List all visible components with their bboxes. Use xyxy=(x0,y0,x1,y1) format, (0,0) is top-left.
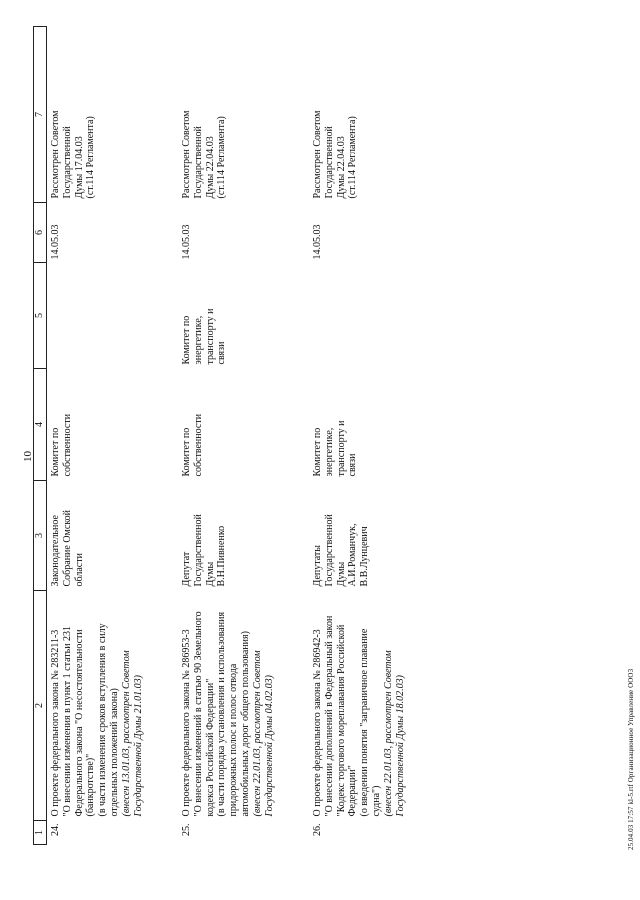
date-cell xyxy=(309,203,440,263)
co-committee-line: Комитет по xyxy=(181,315,192,365)
review-date: 14.05.03 xyxy=(312,224,323,260)
committee-line: Комитет по xyxy=(181,427,192,477)
co-committee-line: транспорту и xyxy=(204,308,216,365)
bill-title-line: придорожных полос и полос отвода xyxy=(228,663,240,817)
bill-title-line: автомобильных дорог общего пользования) xyxy=(239,631,251,817)
initiator-line: Думы xyxy=(335,561,347,587)
column-header-5: 5 xyxy=(34,263,47,369)
initiator-line: Законодательное xyxy=(50,515,61,587)
page-number: 10 xyxy=(22,451,34,462)
bill-note-line: (внесен 13.01.03, рассмотрен Советом xyxy=(120,650,132,817)
committee-line: энергетике, xyxy=(323,427,335,477)
committee-line: Комитет по xyxy=(312,427,323,477)
status-line: Государственной xyxy=(323,126,335,199)
bill-title-line: О проекте федерального закона № 286953-3 xyxy=(181,629,192,817)
bill-title-line: (в части порядка установления и использования xyxy=(216,611,228,817)
bill-title-cell xyxy=(47,591,179,821)
bill-note-line: Государственной Думы 21.01.03) xyxy=(132,675,144,817)
status-line: Государственной xyxy=(61,126,73,199)
initiator-cell xyxy=(47,481,179,591)
row-number-text: 25. xyxy=(181,823,192,836)
column-header-1: 1 xyxy=(34,821,47,845)
initiator-line: области xyxy=(73,553,85,587)
initiator-line: Думы xyxy=(204,561,216,587)
bill-note-line: (внесен 22.01.03, рассмотрен Советом xyxy=(251,650,263,817)
initiator-line: Государственной xyxy=(192,514,204,587)
review-date: 14.05.03 xyxy=(50,224,61,260)
bill-title-cell xyxy=(178,591,309,821)
bill-title-line: "Кодекс торгового мореплавания Российской xyxy=(335,624,347,817)
co-committee-line: энергетике, xyxy=(192,315,204,365)
initiator-line: А.И.Романчук, xyxy=(347,523,359,587)
status-line: Рассмотрен Советом xyxy=(50,110,61,199)
committee-cell xyxy=(309,369,440,481)
bill-title-line: (банкротстве)" xyxy=(85,753,97,817)
status-line: (ст.114 Регламента) xyxy=(216,116,228,199)
initiator-line: В.Н.Пивненко xyxy=(216,525,228,587)
date-cell xyxy=(178,203,309,263)
bill-title-line: (о введении понятия "заграничное плавание xyxy=(359,628,371,817)
column-header-3: 3 xyxy=(34,481,47,591)
bill-title-line: О проекте федерального закона № 286942-3 xyxy=(312,629,323,817)
row-number xyxy=(309,821,440,845)
initiator-cell xyxy=(309,481,440,591)
status-cell xyxy=(309,27,440,203)
status-line: Рассмотрен Советом xyxy=(312,110,323,199)
row-number xyxy=(178,821,309,845)
bill-title-line: отдельных положений закона) xyxy=(108,688,120,817)
bill-note-line: Государственной Думы 04.02.03) xyxy=(263,675,275,817)
column-header-7: 7 xyxy=(34,27,47,203)
initiator-line: Собрание Омской xyxy=(61,509,73,587)
status-line: Думы 22.04.03 xyxy=(335,136,347,199)
row-number xyxy=(47,821,179,845)
co-committee-cell xyxy=(178,263,309,369)
bill-title-cell xyxy=(309,591,440,821)
table-row xyxy=(178,27,309,845)
committee-cell xyxy=(47,369,179,481)
status-line: Думы 17.04.03 xyxy=(73,136,85,199)
status-line: (ст.114 Регламента) xyxy=(85,116,97,199)
review-date: 14.05.03 xyxy=(181,224,192,260)
column-header-4: 4 xyxy=(34,369,47,481)
row-number-text: 26. xyxy=(312,823,323,836)
table-row xyxy=(47,27,179,845)
status-line: Думы 22.04.03 xyxy=(204,136,216,199)
committee-line: собственности xyxy=(61,413,73,477)
bill-title-line: Федерации" xyxy=(347,765,359,817)
bill-title-line: "О внесении изменения в пункт 1 статьи 231 xyxy=(61,625,73,817)
bill-title-line: О проекте федерального закона № 283211-3 xyxy=(50,629,61,817)
row-number-text: 24. xyxy=(50,823,61,836)
bill-title-line: судна") xyxy=(370,785,382,817)
bill-note-line: Государственной Думы 18.02.03) xyxy=(394,675,406,817)
co-committee-cell xyxy=(309,263,440,369)
committee-line: связи xyxy=(347,453,359,477)
status-line: (ст.114 Регламента) xyxy=(347,116,359,199)
bill-title-line: "О внесении дополнений в Федеральный закон xyxy=(323,615,335,817)
initiator-line: Депутат xyxy=(181,551,192,587)
initiator-line: Депутаты xyxy=(312,545,323,587)
initiator-cell xyxy=(178,481,309,591)
print-footer: 25.04.03 17:57 kl-5.rtf Организационное Управление ООО3 xyxy=(627,668,635,850)
initiator-line: Государственной xyxy=(323,514,335,587)
bills-table xyxy=(33,26,440,845)
co-committee-line: связи xyxy=(216,341,228,365)
co-committee-cell xyxy=(47,263,179,369)
initiator-line: В.В.Лунцевич xyxy=(359,526,371,587)
column-header-row xyxy=(34,27,47,845)
bill-note-line: (внесен 22.01.03, рассмотрен Советом xyxy=(382,650,394,817)
bill-title-line: "О внесении изменений в статью 90 Земельного xyxy=(192,611,204,817)
bill-title-line: (в части изменения сроков вступления в силу xyxy=(97,623,109,817)
column-header-2: 2 xyxy=(34,591,47,821)
status-line: Государственной xyxy=(192,126,204,199)
status-line: Рассмотрен Советом xyxy=(181,110,192,199)
committee-line: Комитет по xyxy=(50,427,61,477)
bill-title-line: кодекса Российской Федерации" xyxy=(204,678,216,817)
status-cell xyxy=(178,27,309,203)
committee-line: собственности xyxy=(192,413,204,477)
committee-cell xyxy=(178,369,309,481)
table-row xyxy=(309,27,440,845)
status-cell xyxy=(47,27,179,203)
date-cell xyxy=(47,203,179,263)
column-header-6: 6 xyxy=(34,203,47,263)
committee-line: транспорту и xyxy=(335,420,347,477)
bill-title-line: Федерального закона "О несостоятельности xyxy=(73,629,85,817)
